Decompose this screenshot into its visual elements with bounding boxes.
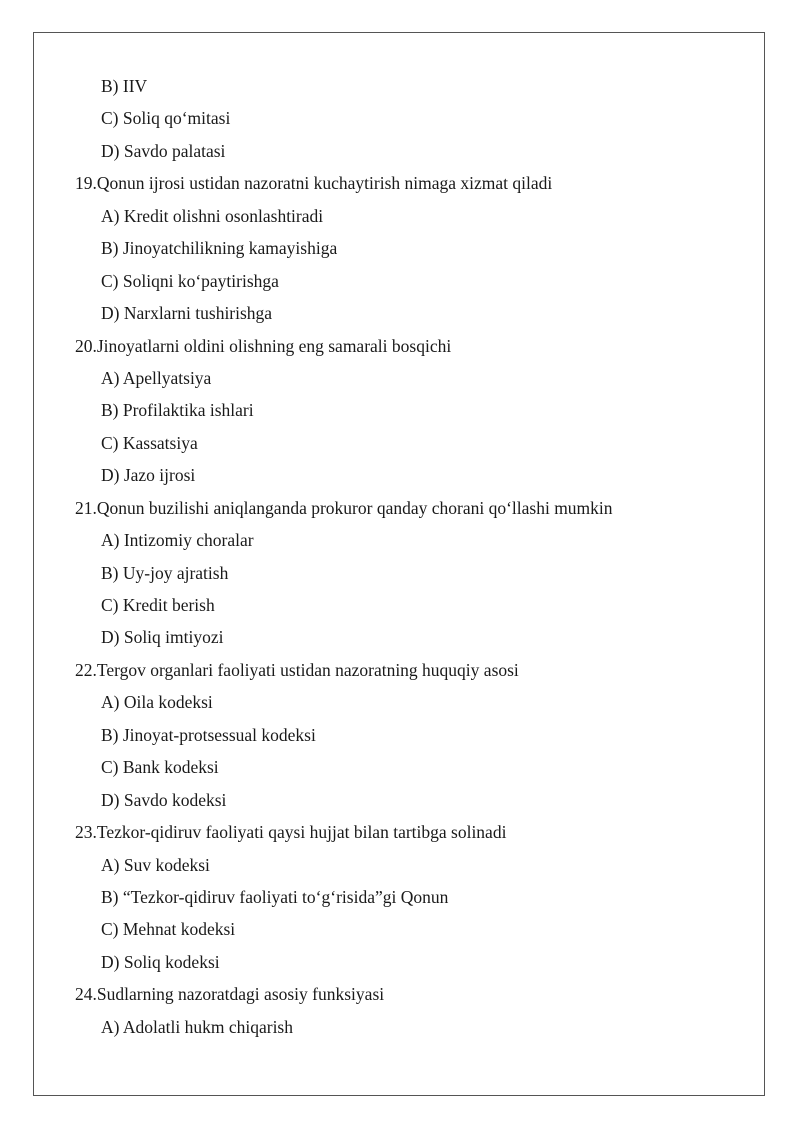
- answer-option: D) Jazo ijrosi: [101, 465, 196, 486]
- answer-option: C) Soliq qo‘mitasi: [101, 108, 231, 129]
- question-19: 19.Qonun ijrosi ustidan nazoratni kuchaytirish nimaga xizmat qiladi: [75, 173, 553, 194]
- answer-option: C) Bank kodeksi: [101, 757, 219, 778]
- answer-option: C) Kredit berish: [101, 595, 215, 615]
- question-21: 21.Qonun buzilishi aniqlanganda prokuror qanday chorani qo‘llashi mumkin: [75, 497, 613, 518]
- answer-option: D) Savdo kodeksi: [101, 789, 227, 810]
- answer-option: C) Soliqni ko‘paytirishga: [101, 270, 279, 291]
- answer-option: B) Profilaktika ishlari: [101, 400, 254, 421]
- answer-option: A) Kredit olishni osonlashtiradi: [101, 205, 324, 226]
- answer-option: D) Soliq imtiyozi: [101, 627, 224, 648]
- document-body: [0, 70, 800, 1043]
- question-23: 23.Tezkor-qidiruv faoliyati qaysi hujjat bilan tartibga solinadi: [75, 822, 507, 843]
- question-24: 24.Sudlarning nazoratdagi asosiy funksiyasi: [75, 984, 385, 1005]
- answer-option: D) Narxlarni tushirishga: [101, 303, 273, 324]
- answer-option: C) Kassatsiya: [101, 432, 198, 453]
- answer-option: B) Jinoyatchilikning kamayishiga: [101, 238, 338, 259]
- answer-option: D) Savdo palatasi: [101, 140, 226, 161]
- answer-option: A) Oila kodeksi: [101, 692, 213, 713]
- answer-option: A) Apellyatsiya: [101, 367, 212, 388]
- answer-option: A) Suv kodeksi: [101, 854, 210, 875]
- question-22: 22.Tergov organlari faoliyati ustidan nazoratning huquqiy asosi: [75, 659, 519, 680]
- answer-option: B) Jinoyat-protsessual kodeksi: [101, 724, 316, 745]
- question-20: 20.Jinoyatlarni oldini olishning eng samarali bosqichi: [75, 335, 452, 356]
- answer-option: C) Mehnat kodeksi: [101, 919, 236, 940]
- answer-option: B) IIV: [101, 76, 148, 96]
- answer-option: D) Soliq kodeksi: [101, 951, 220, 972]
- answer-option: B) “Tezkor-qidiruv faoliyati to‘g‘risida”gi Qonun: [101, 886, 449, 907]
- answer-option: A) Adolatli hukm chiqarish: [101, 1016, 293, 1037]
- answer-option: A) Intizomiy choralar: [101, 530, 254, 551]
- answer-option: B) Uy-joy ajratish: [101, 562, 229, 583]
